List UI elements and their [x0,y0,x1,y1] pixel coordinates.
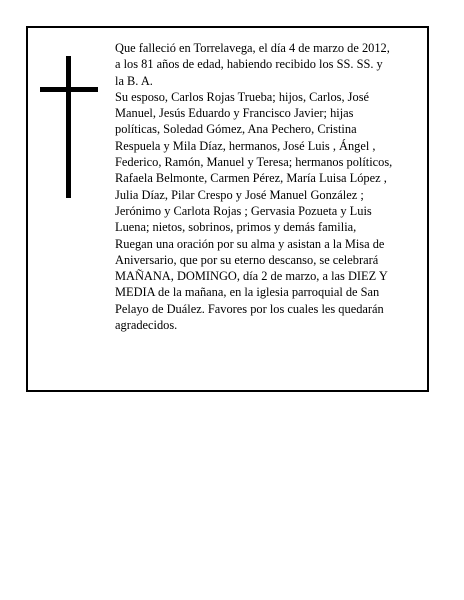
notice-line: la B. A. [115,73,153,88]
notice-text [115,40,427,333]
notice-line: a los 81 años de edad, habiendo recibido los SS. SS. y [115,57,383,72]
obituary-notice [26,26,429,392]
notice-line: Pelayo de Duález. Favores por los cuales les quedarán [115,301,384,316]
notice-line: agradecidos. [115,318,178,333]
cross-horizontal-bar [40,87,98,92]
notice-line: Ruegan una oración por su alma y asistan a la Misa de [115,236,385,251]
notice-line: Manuel, Jesús Eduardo y Francisco Javier; hijas [115,106,354,121]
cross-icon [40,56,98,198]
notice-line: Que falleció en Torrelavega, el día 4 de marzo de 2012, [115,41,390,55]
notice-line: MAÑANA, DOMINGO, día 2 de marzo, a las DIEZ Y [115,269,388,284]
notice-line: Su esposo, Carlos Rojas Trueba; hijos, Carlos, José [115,89,370,104]
notice-line: políticas, Soledad Gómez, Ana Pechero, Cristina [115,122,357,137]
notice-line: Luena; nietos, sobrinos, primos y demás familia, [115,220,357,235]
notice-line: Federico, Ramón, Manuel y Teresa; hermanos políticos, [115,155,393,170]
notice-line: Jerónimo y Carlota Rojas ; Gervasia Pozueta y Luis [115,203,372,218]
notice-line: Aniversario, que por su eterno descanso, se celebrará [115,252,379,267]
notice-line: Julia Díaz, Pilar Crespo y José Manuel González ; [115,187,364,202]
cross-vertical-bar [66,56,71,198]
notice-line: Respuela y Mila Díaz, hermanos, José Luis , Ángel , [115,138,376,153]
notice-line: MEDIA de la mañana, en la iglesia parroquial de San [115,285,380,300]
notice-line: Rafaela Belmonte, Carmen Pérez, María Luisa López , [115,171,387,186]
